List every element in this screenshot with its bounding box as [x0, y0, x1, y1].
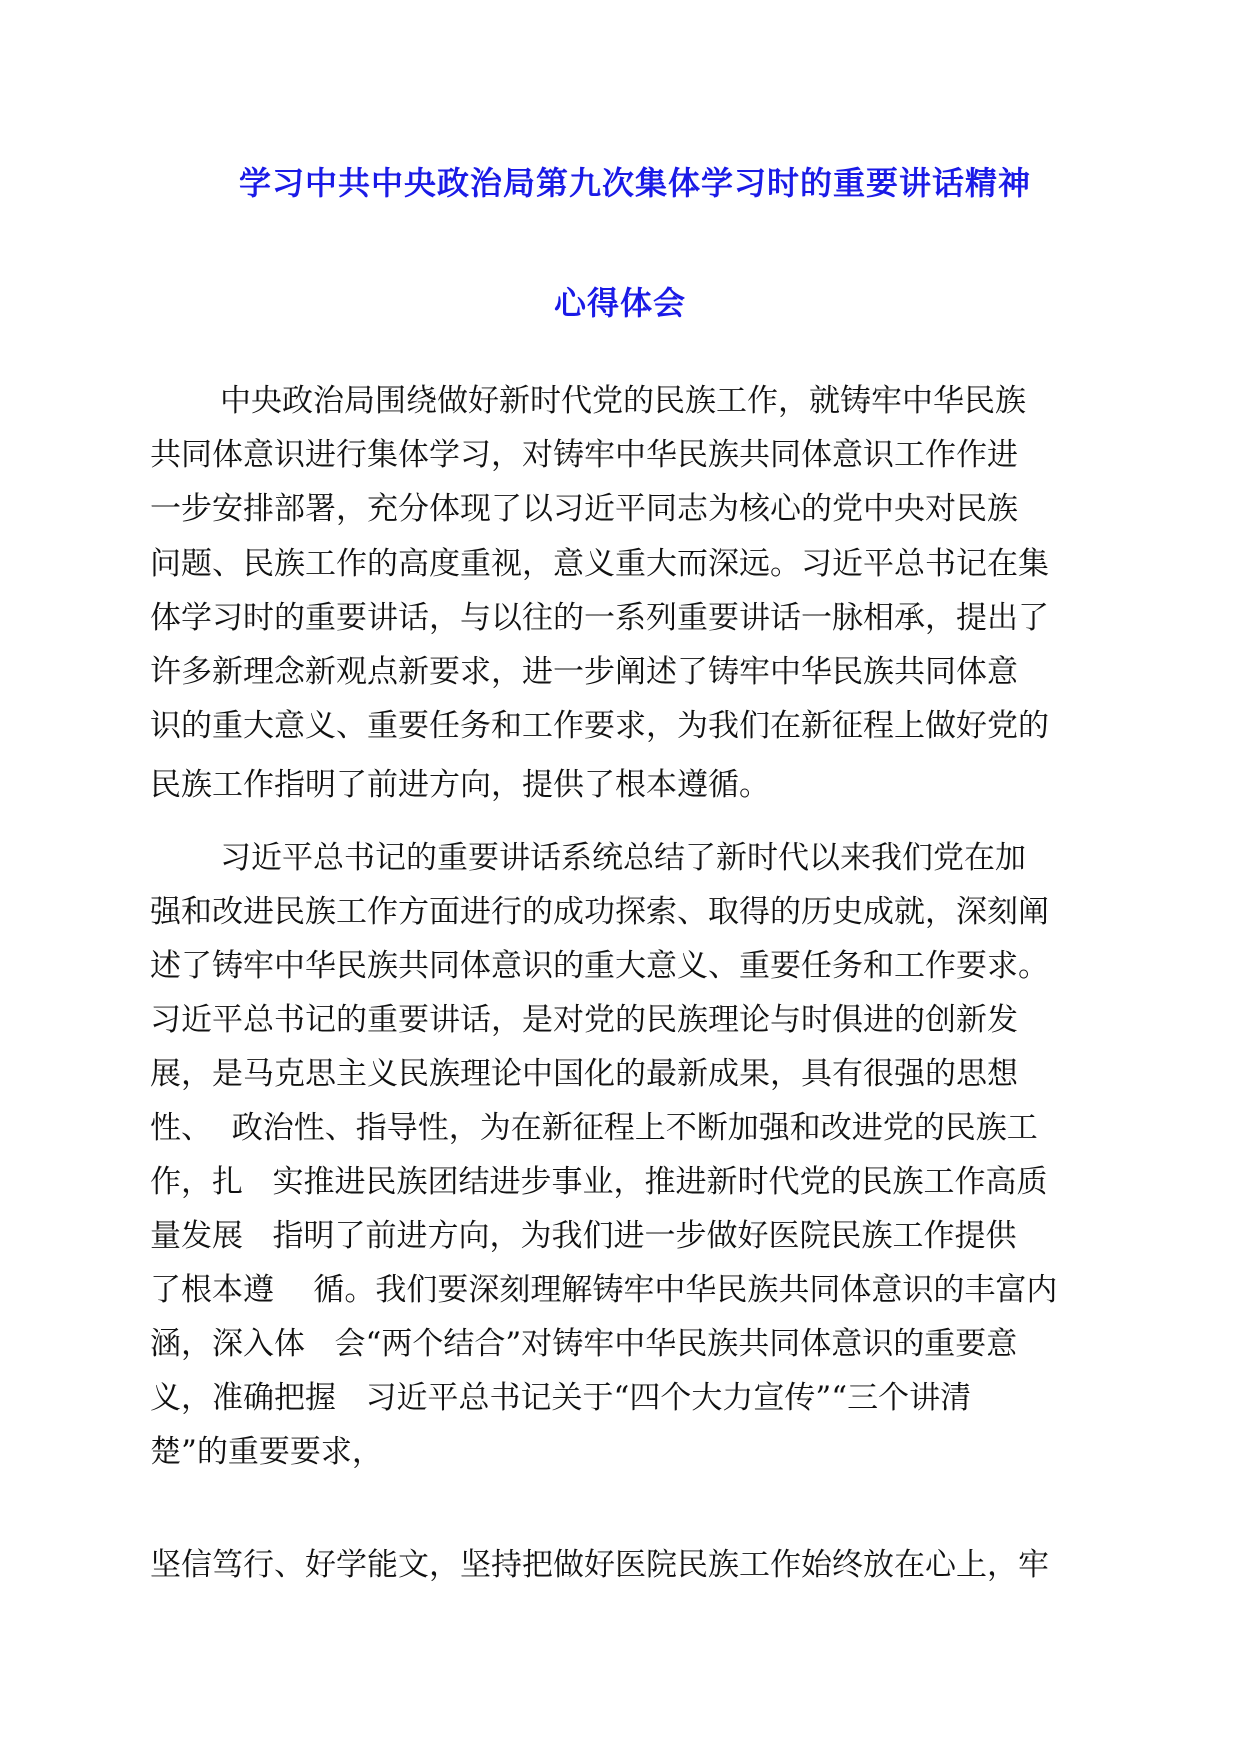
paragraph-1-line: 中央政治局围绕做好新时代党的民族工作，就铸牢中华民族 [220, 383, 1026, 419]
paragraph-1-line: 许多新理念新观点新要求，进一步阐述了铸牢中华民族共同体意 [150, 654, 1018, 690]
paragraph-1-line: 体学习时的重要讲话，与以往的一系列重要讲话一脉相承，提出了 [150, 600, 1049, 636]
paragraph-2-line: 展，是马克思主义民族理论中国化的最新成果，具有很强的思想 [150, 1056, 1018, 1092]
paragraph-2-line: 习近平总书记的重要讲话，是对党的民族理论与时俱进的创新发 [150, 1002, 1018, 1038]
paragraph-2-line: 涵，深入体 会“两个结合”对铸牢中华民族共同体意识的重要意 [150, 1326, 1018, 1362]
paragraph-1-line: 问题、民族工作的高度重视，意义重大而深远。习近平总书记在集 [150, 546, 1049, 582]
paragraph-2-line: 义，准确把握 习近平总书记关于“四个大力宣传”“三个讲清 [150, 1380, 972, 1416]
paragraph-2-line: 性、 政治性、指导性，为在新征程上不断加强和改进党的民族工 [150, 1110, 1038, 1146]
paragraph-2-line: 作，扎 实推进民族团结进步事业，推进新时代党的民族工作高质 [150, 1164, 1048, 1200]
document-title-line-1: 学习中共中央政治局第九次集体学习时的重要讲话精神 [238, 164, 1031, 202]
paragraph-2-line: 习近平总书记的重要讲话系统总结了新时代以来我们党在加 [220, 840, 1026, 876]
paragraph-2-line: 强和改进民族工作方面进行的成功探索、取得的历史成就，深刻阐 [150, 894, 1049, 930]
paragraph-2-line: 了根本遵 循。我们要深刻理解铸牢中华民族共同体意识的丰富内 [150, 1272, 1058, 1308]
document-title-line-2: 心得体会 [553, 284, 686, 322]
paragraph-1-line: 识的重大意义、重要任务和工作要求，为我们在新征程上做好党的 [150, 708, 1049, 744]
paragraph-1-line: 共同体意识进行集体学习，对铸牢中华民族共同体意识工作作进 [150, 437, 1018, 473]
paragraph-1-line: 民族工作指明了前进方向，提供了根本遵循。 [150, 767, 770, 803]
paragraph-2-line: 楚”的重要要求， [150, 1434, 383, 1470]
paragraph-3-line: 坚信笃行、好学能文，坚持把做好医院民族工作始终放在心上，牢 [150, 1547, 1049, 1583]
paragraph-2-line: 述了铸牢中华民族共同体意识的重大意义、重要任务和工作要求。 [150, 948, 1049, 984]
paragraph-2-line: 量发展 指明了前进方向，为我们进一步做好医院民族工作提供 [150, 1218, 1017, 1254]
paragraph-1-line: 一步安排部署，充分体现了以习近平同志为核心的党中央对民族 [150, 491, 1018, 527]
